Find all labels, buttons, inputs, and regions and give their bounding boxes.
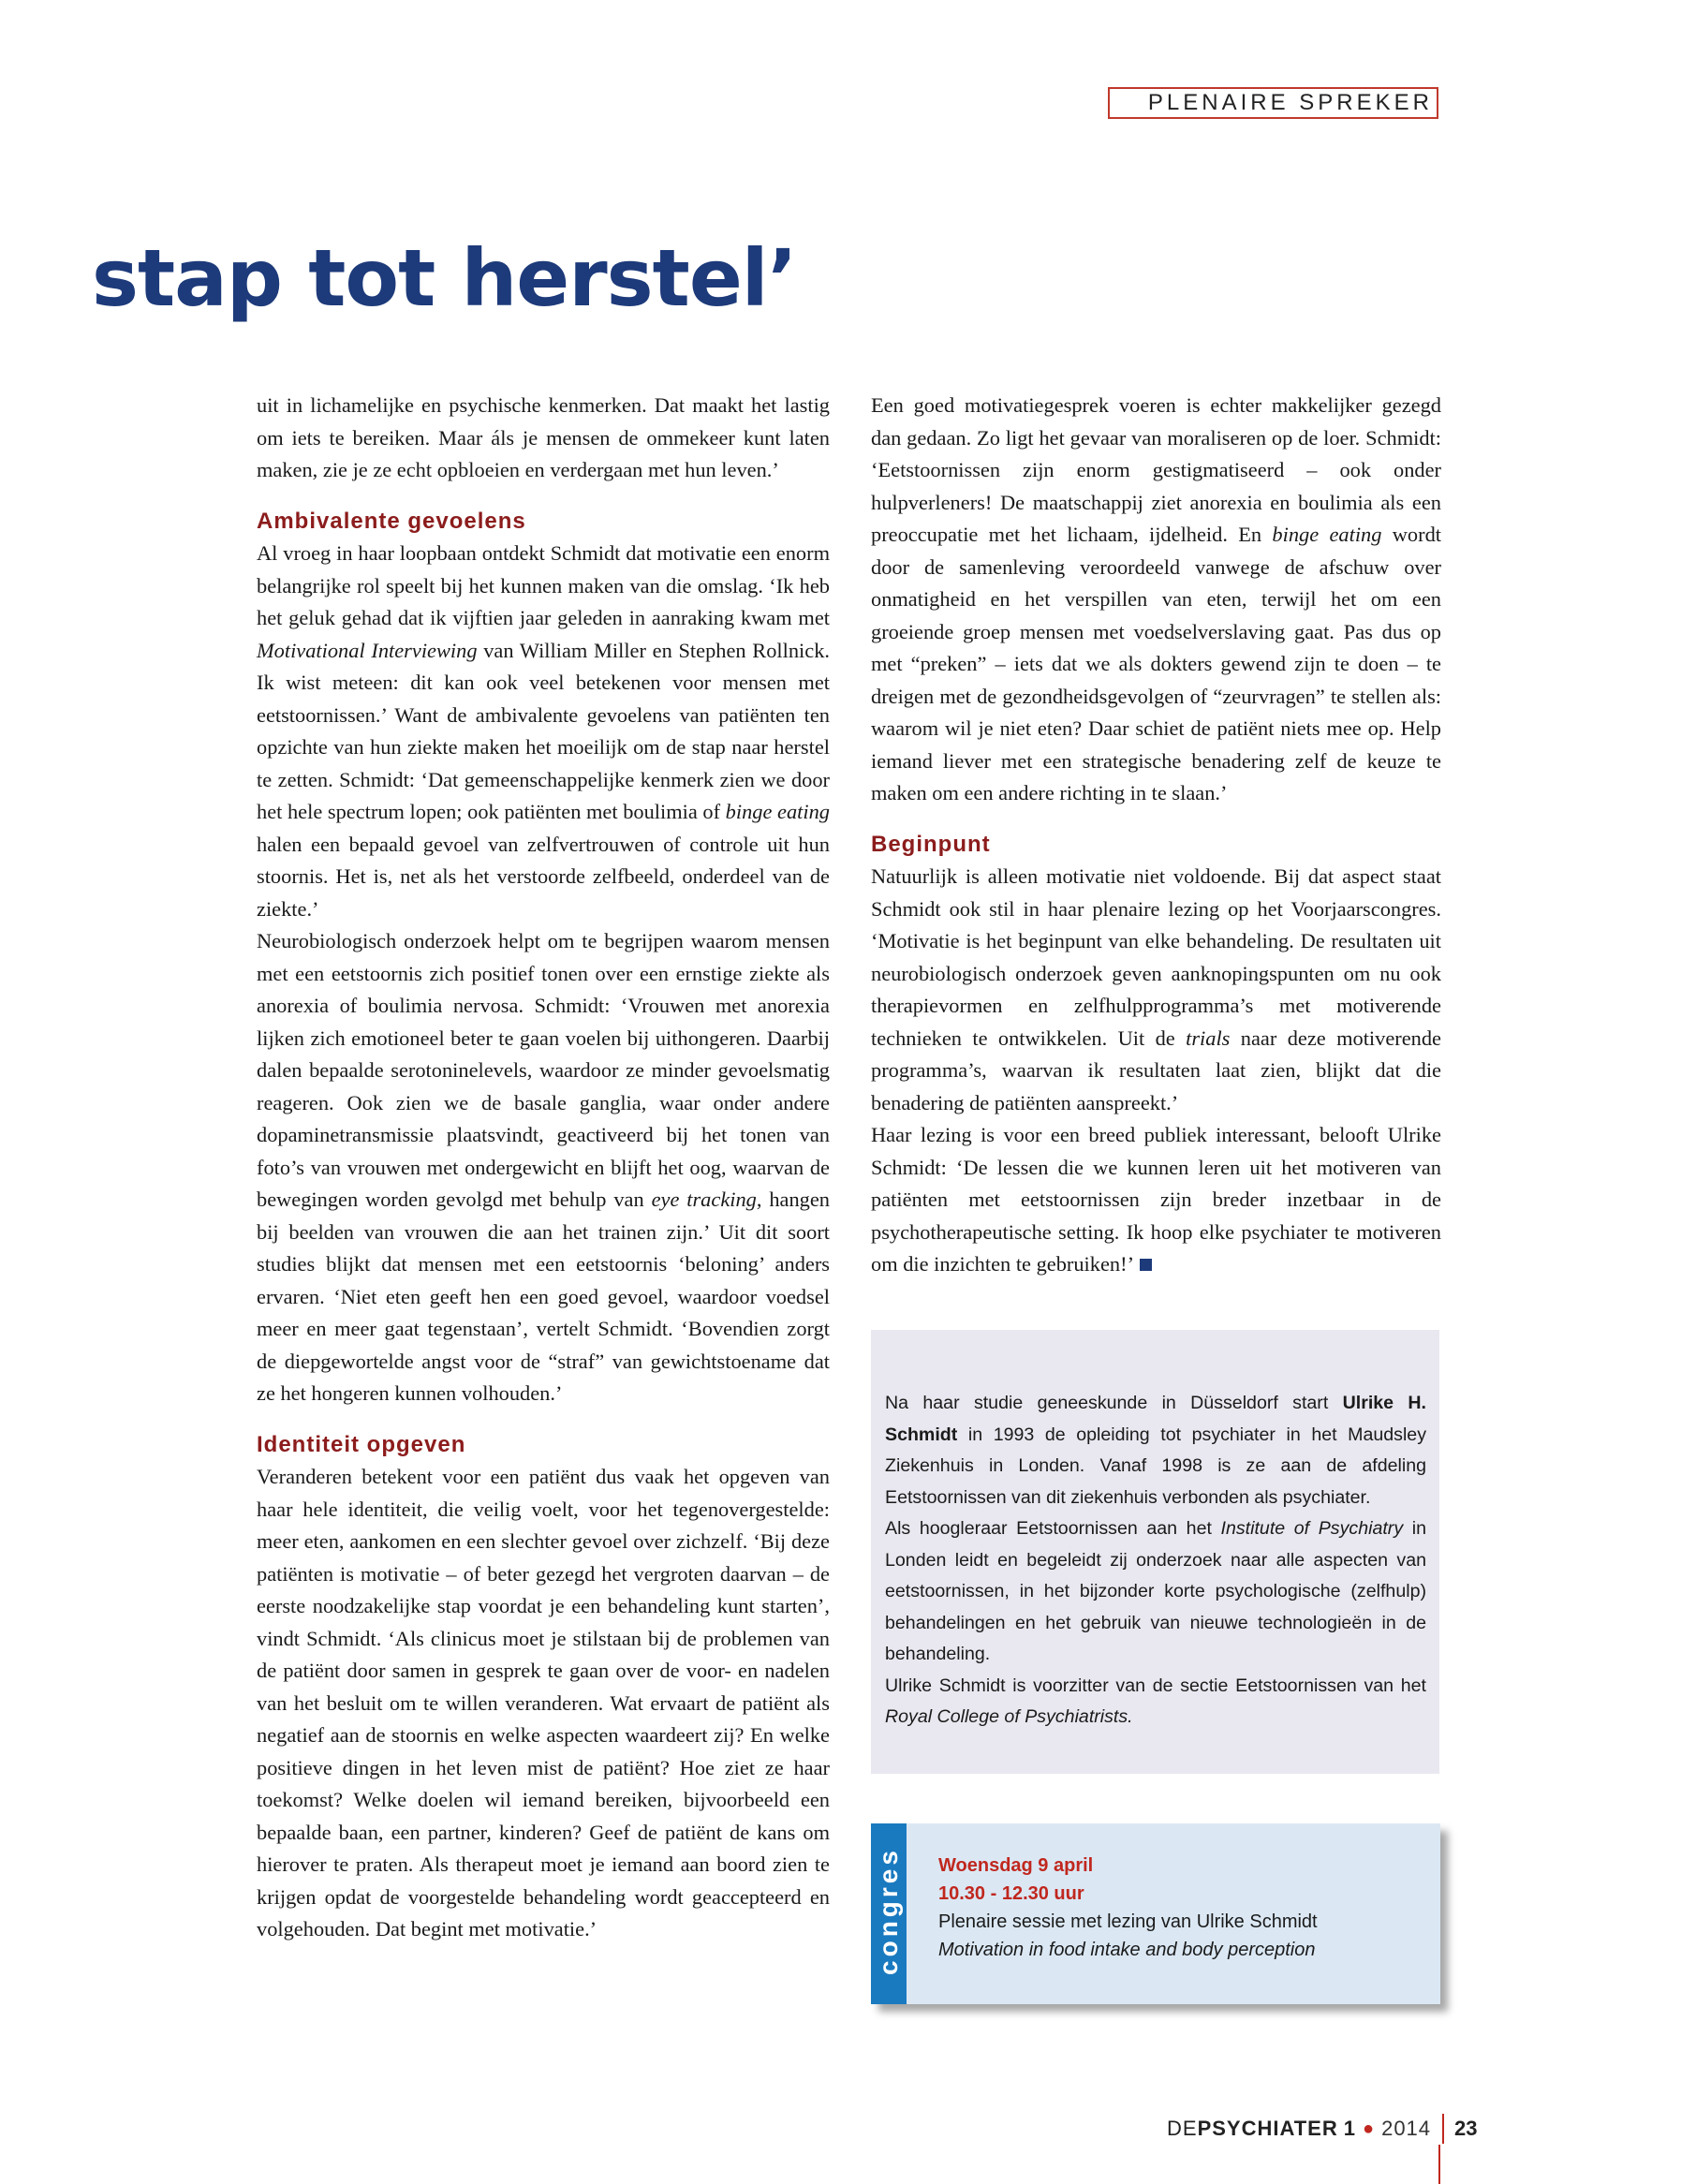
bullet-dot-icon: ● bbox=[1362, 2118, 1375, 2139]
congres-details bbox=[938, 1852, 1431, 1964]
subheading-ambivalente-gevoelens: Ambivalente gevoelens bbox=[257, 508, 526, 534]
article-column-left bbox=[257, 390, 830, 1946]
section-label: PLENAIRE SPREKER bbox=[1108, 87, 1438, 119]
bio-paragraph: Na haar studie geneeskunde in Düsseldorf start Ulrike H. Schmidt in 1993 de opleiding tot psychiater in het Maudsley Ziekenhuis in Londen. Vanaf 1998 is ze aan de afdeling Eetstoornissen van dit ziekenhuis verbonden als psychiater. bbox=[885, 1393, 1426, 1508]
paragraph: uit in lichamelijke en psychische kenmerken. Dat maakt het lastig om iets te bereiken. Maar áls je mensen de ommekeer kunt laten maken, zie je ze echt opbloeien en verdergaan met hun leven.’ bbox=[257, 393, 830, 481]
subheading-identiteit-opgeven: Identiteit opgeven bbox=[257, 1431, 466, 1457]
bio-paragraph: Als hoogleraar Eetstoornissen aan het Institute of Psychiatry in Londen leidt en begeleidt zij onderzoek naar alle aspecten van eetstoornissen, in het bijzonder korte psychologische (zelfhulp) behandelingen en het gebruik van nieuwe technologieën in de behandeling. bbox=[885, 1518, 1426, 1664]
page-footer bbox=[1167, 2110, 1478, 2147]
footer-vertical-rule bbox=[1438, 2145, 1440, 2184]
congres-session-box bbox=[871, 1823, 1440, 2004]
session-date: Woensdag 9 april bbox=[938, 1855, 1094, 1876]
paragraph: Neurobiologisch onderzoek helpt om te begrijpen waarom mensen met een eetstoornis zich positief tonen over een ernstige ziekte als anorexia of boulimia nervosa. Schmidt: ‘Vrouwen met anorexia lijken zich emotioneel beter te gaan voelen bij uithongeren. Daarbij dalen bepaalde serotoninelevels, waardoor ze minder gevoelsmatig reageren. Ook zien we de basale ganglia, waar onder andere dopaminetransmissie plaatsvindt, geactiveerd bij het tonen van foto’s van vrouwen met ondergewicht en blijft het oog, waarvan de bewegingen worden gevolgd met behulp van eye tracking, hangen bij beelden van vrouwen die aan het trainen zijn.’ Uit dit soort studies blijkt dat mensen met een eetstoornis ‘beloning’ anders ervaren. ‘Niet eten geeft hen een goed gevoel, waardoor voedsel meer en meer gaat tegenstaan’, vertelt Schmidt. ‘Bovendien zorgt de diepgewortelde angst voor de “straf” van gewichtstoename dat ze het hongeren kunnen volhouden.’ bbox=[257, 929, 831, 1405]
paragraph: Haar lezing is voor een breed publiek interessant, belooft Ulrike Schmidt: ‘De lessen die we kunnen leren uit het motiveren van patiënten met eetstoornissen zijn breder inzetbaar in de psychotherapeutische setting. Ik hoop elke psychiater te motiveren om die inzichten te gebruiken!’ bbox=[871, 1123, 1441, 1276]
end-of-article-square-icon bbox=[1140, 1259, 1152, 1271]
congres-tab bbox=[871, 1823, 907, 2004]
paragraph: Een goed motivatiegesprek voeren is echter makkelijker gezegd dan gedaan. Zo ligt het gevaar van moraliseren op de loer. Schmidt: ‘Eetstoornissen zijn enorm gestigmatiseerd – ook onder hulpverleners! De maatschappij ziet anorexia en boulimia als een preoccupatie met het lichaam, ijdelheid. En binge eating wordt door de samenleving veroordeeld vanwege de afschuw over onmatigheid en het verspillen van eten, terwijl het om een groeiende groep mensen met voedselverslaving gaat. Pas dus op met “preken” – iets dat we als dokters gewend zijn te doen – te dreigen met de gezondheidsgevolgen of “zeurvragen” te stellen als: waarom wil je niet eten? Daar schiet de patiënt niets mee op. Help iemand liever met een strategische benadering zelf de keuze te maken om een andere richting in te slaan.’ bbox=[871, 393, 1441, 804]
page-number: 23 bbox=[1454, 2117, 1478, 2140]
page-headline: stap tot herstel’ bbox=[92, 232, 797, 324]
footer-divider bbox=[1442, 2114, 1444, 2144]
subheading-beginpunt: Beginpunt bbox=[871, 831, 991, 857]
paragraph: Al vroeg in haar loopbaan ontdekt Schmidt dat motivatie een enorm belangrijke rol speelt bij het kunnen maken van die omslag. ‘Ik heb het geluk gehad dat ik vijftien jaar geleden in aanraking kwam met Motivational Interviewing van William Miller en Stephen Rollnick. Ik wist meteen: dit kan ook veel betekenen voor mensen met eetstoornissen.’ Want de ambivalente gevoelens van patiënten ten opzichte van hun ziekte maken het moeilijk om de stap naar herstel te zetten. Schmidt: ‘Dat gemeenschappelijke kenmerk zien we door het hele spectrum lopen; ook patiënten met boulimia of binge eating halen een bepaald gevoel van zelfvertrouwen of controle uit hun stoornis. Het is, net als het verstoorde zelfbeeld, onderdeel van de ziekte.’ bbox=[257, 541, 831, 921]
publication-name: PSYCHIATER bbox=[1197, 2117, 1338, 2140]
publication-year: 2014 bbox=[1381, 2117, 1432, 2140]
publication-prefix: DE bbox=[1167, 2117, 1198, 2140]
session-time: 10.30 - 12.30 uur bbox=[938, 1883, 1084, 1904]
paragraph: Veranderen betekent voor een patiënt dus vaak het opgeven van haar hele identiteit, die veilig voelt, voor het tegenovergestelde: meer eten, aankomen en een slechter gevoel over zichzelf. ‘Bij deze patiënten is motivatie – of beter gezegd het vergroten daarvan – de eerste noodzakelijke stap voordat je een behandeling kunt starten’, vindt Schmidt. ‘Als clinicus moet je stilstaan bij de problemen van de patiënt door samen in gesprek te gaan over de voor- en nadelen van het besluit om te willen veranderen. Wat ervaart de patiënt als negatief aan de stoornis en welke aspecten waardeert zij? En welke positieve dingen in het leven mist de patiënt? Hoe ziet ze haar toekomst? Welke doelen wil iemand bereiken, bijvoorbeeld een bepaalde baan, een partner, kinderen? Geef de patiënt de kans om hierover te praten. Als therapeut moet je iemand aan boord zien te krijgen opdat de voorgestelde behandeling wordt geaccepteerd en volgehouden. Dat begint met motivatie.’ bbox=[257, 1465, 830, 1941]
session-description: Plenaire sessie met lezing van Ulrike Schmidt bbox=[938, 1911, 1318, 1932]
bio-paragraph: Ulrike Schmidt is voorzitter van de sectie Eetstoornissen van het Royal College of Psychiatrists. bbox=[885, 1675, 1426, 1727]
paragraph: Natuurlijk is alleen motivatie niet voldoende. Bij dat aspect staat Schmidt ook stil in haar plenaire lezing op het Voorjaarscongres. ‘Motivatie is het beginpunt van elke behandeling. De resultaten uit neurobiologisch onderzoek geven aanknopingspunten om nu ook therapievormen en zelfhulpprogramma’s met motiverende technieken te ontwikkelen. Uit de trials naar deze motiverende programma’s, waarvan ik resultaten laat zien, blijkt dat die benadering de patiënten aanspreekt.’ bbox=[871, 864, 1441, 1114]
session-title: Motivation in food intake and body perception bbox=[938, 1940, 1316, 1960]
article-column-right bbox=[871, 390, 1441, 1281]
bio-person-name: Ulrike H. Schmidt bbox=[885, 1393, 1426, 1445]
congres-tab-label: congres bbox=[874, 1847, 903, 1975]
bio-box bbox=[871, 1330, 1439, 1774]
issue-number: 1 bbox=[1343, 2117, 1355, 2140]
